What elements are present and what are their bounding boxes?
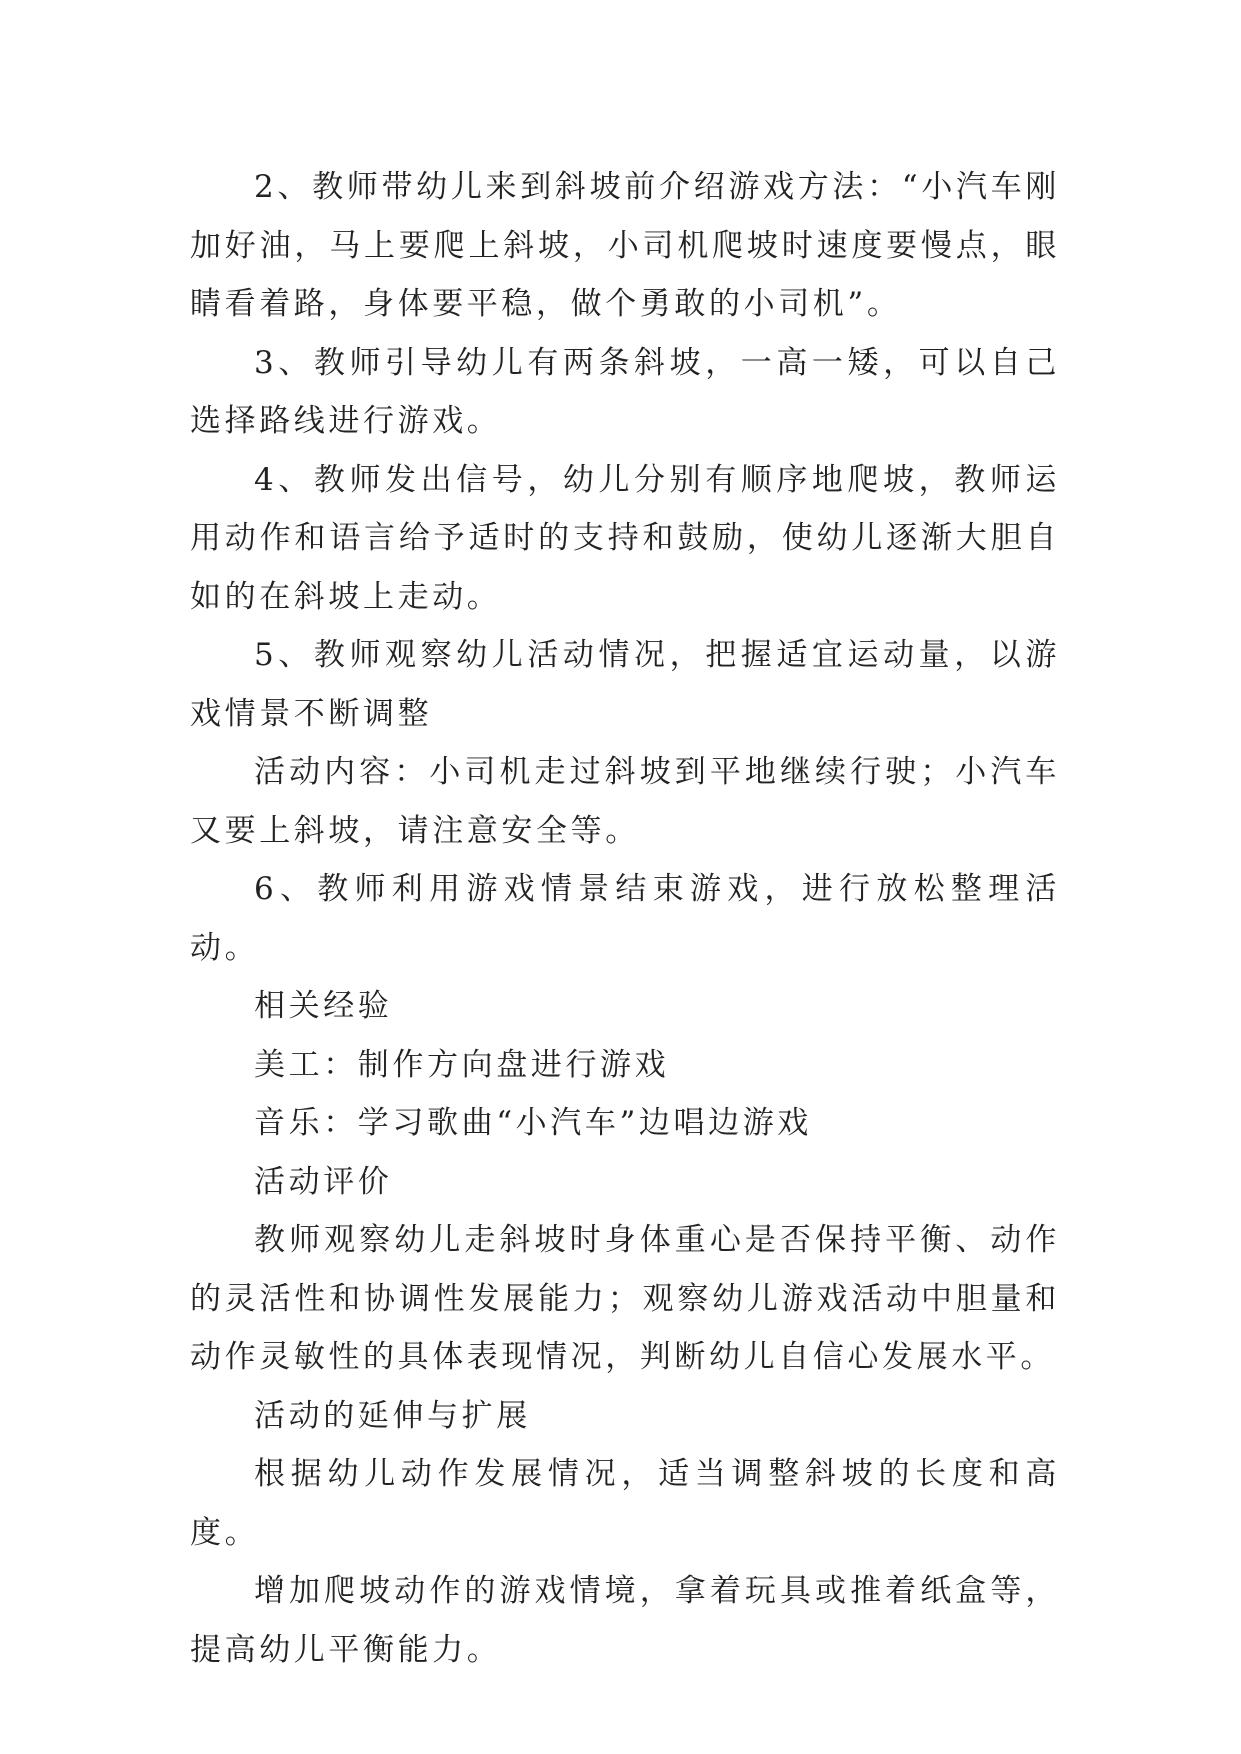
paragraph-art: 美工：制作方向盘进行游戏 — [254, 1046, 670, 1083]
paragraph-extension-2: 增加爬坡动作的游戏情境，拿着玩具或推着纸盒等，提高幼儿平衡能力。 — [190, 1573, 1060, 1668]
paragraph-music: 音乐：学习歌曲“小汽车”边唱边游戏 — [254, 1105, 812, 1141]
heading-related-experience: 相关经验 — [254, 988, 393, 1024]
paragraph-step-2: 2、教师带幼儿来到斜坡前介绍游戏方法：“小汽车刚加好油，马上要爬上斜坡，小司机爬坡时速度要慢点，眼睛看着路，身体要平稳，做个勇敢的小司机”。 — [190, 169, 1060, 322]
paragraph-step-4: 4、教师发出信号，幼儿分别有顺序地爬坡，教师运用动作和语言给予适时的支持和鼓励，使幼儿逐渐大胆自如的在斜坡上走动。 — [190, 461, 1060, 615]
heading-activity-evaluation: 活动评价 — [254, 1163, 393, 1200]
paragraph-step-5: 5、教师观察幼儿活动情况，把握适宜运动量，以游戏情景不断调整 — [190, 637, 1060, 732]
heading-extension: 活动的延伸与扩展 — [254, 1397, 531, 1434]
paragraph-extension-1: 根据幼儿动作发展情况，适当调整斜坡的长度和高度。 — [190, 1456, 1060, 1551]
paragraph-evaluation: 教师观察幼儿走斜坡时身体重心是否保持平衡、动作的灵活性和协调性发展能力；观察幼儿游戏活动中胆量和动作灵敏性的具体表现情况，判断幼儿自信心发展水平。 — [190, 1222, 1060, 1375]
paragraph-step-6: 6、教师利用游戏情景结束游戏，进行放松整理活动。 — [190, 871, 1060, 966]
document-body — [190, 158, 1060, 1679]
paragraph-activity-content: 活动内容：小司机走过斜坡到平地继续行驶；小汽车又要上斜坡，请注意安全等。 — [190, 754, 1060, 849]
paragraph-step-3: 3、教师引导幼儿有两条斜坡，一高一矮，可以自己选择路线进行游戏。 — [190, 344, 1060, 439]
